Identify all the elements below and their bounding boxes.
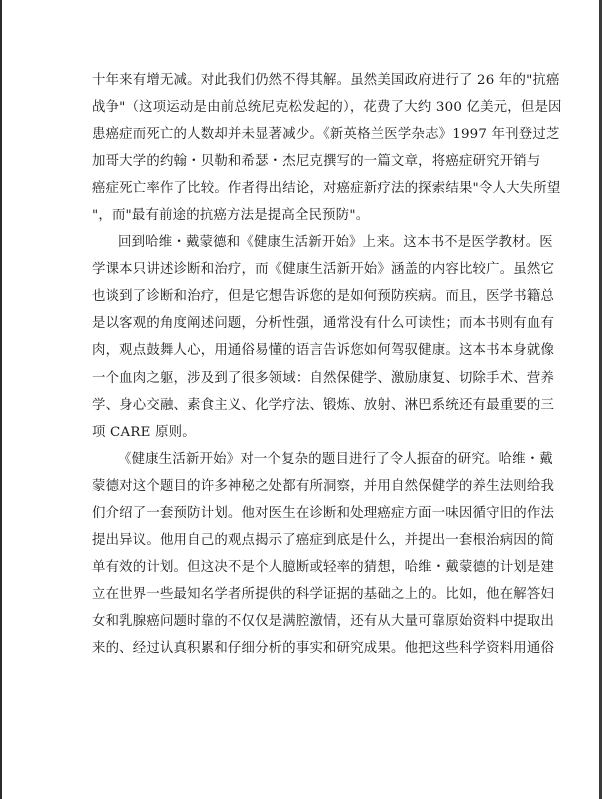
- text-line: 《健康生活新开始》对一个复杂的题目进行了令人振奋的研究。哈维・戴: [118, 451, 553, 467]
- page-border-left: [0, 0, 2, 799]
- text-line: 患癌症而死亡的人数却并未显著减少。《新英格兰医学杂志》1997 年刊登过芝: [92, 127, 560, 143]
- paragraph-2: [92, 229, 555, 445]
- text-line: 癌症死亡率作了比较。作者得出结论，对癌症新疗法的探索结果"令人大失所望: [92, 181, 561, 197]
- text-line: 肉，观点鼓舞人心，用通俗易懂的语言告诉您如何驾驭健康。这本书本身就像: [92, 343, 555, 359]
- text-line: 学、身心交融、素食主义、化学疗法、锻炼、放射、淋巴系统还有最重要的三: [92, 397, 555, 413]
- document-body: [92, 67, 562, 662]
- text-line: 提出异议。他用自己的观点揭示了癌症到底是什么，并提出一套根治病因的简: [92, 532, 555, 548]
- paragraph-1: [92, 67, 562, 229]
- text-line: "，而"最有前途的抗癌方法是提高全民预防"。: [92, 208, 370, 224]
- text-line: 回到哈维・戴蒙德和《健康生活新开始》上来。这本书不是医学教材。医: [118, 235, 553, 251]
- text-line: 来的、经过认真积累和仔细分析的事实和研究成果。他把这些科学资料用通俗: [92, 640, 555, 656]
- text-line: 是以客观的角度阐述问题，分析性强，通常没有什么可读性；而本书则有血有: [92, 316, 555, 332]
- text-line: 十年来有增无减。对此我们仍然不得其解。虽然美国政府进行了 26 年的"抗癌: [92, 73, 560, 88]
- text-line: 蒙德对这个题目的许多神秘之处都有所洞察，并用自然保健学的养生法则给我: [92, 478, 555, 494]
- text-line: 战争"（这项运动是由前总统尼克松发起的），花费了大约 300 亿美元，但是因: [92, 100, 562, 116]
- text-line: 单有效的计划。但这决不是个人臆断或轻率的猜想，哈维・戴蒙德的计划是建: [92, 559, 555, 575]
- text-line: 项 CARE 原则。: [92, 424, 196, 440]
- text-line: 一个血肉之躯，涉及到了很多领域：自然保健学、激励康复、切除手术、营养: [92, 370, 555, 386]
- text-line: 女和乳腺癌问题时靠的不仅仅是满腔激情，还有从大量可靠原始资料中提取出: [92, 613, 555, 629]
- text-line: 也谈到了诊断和治疗，但是它想告诉您的是如何预防疾病。而且，医学书籍总: [92, 289, 555, 305]
- text-line: 加哥大学的约翰・贝勒和希瑟・杰尼克撰写的一篇文章，将癌症研究开销与: [92, 154, 541, 170]
- text-line: 学课本只讲述诊断和治疗，而《健康生活新开始》涵盖的内容比较广。虽然它: [92, 262, 555, 278]
- paragraph-3: [92, 446, 555, 662]
- text-line: 立在世界一些最知名学者所提供的科学证据的基础之上的。比如，他在解答妇: [92, 586, 555, 602]
- text-line: 们介绍了一套预防计划。他对医生在诊断和处理癌症方面一味因循守旧的作法: [92, 505, 555, 521]
